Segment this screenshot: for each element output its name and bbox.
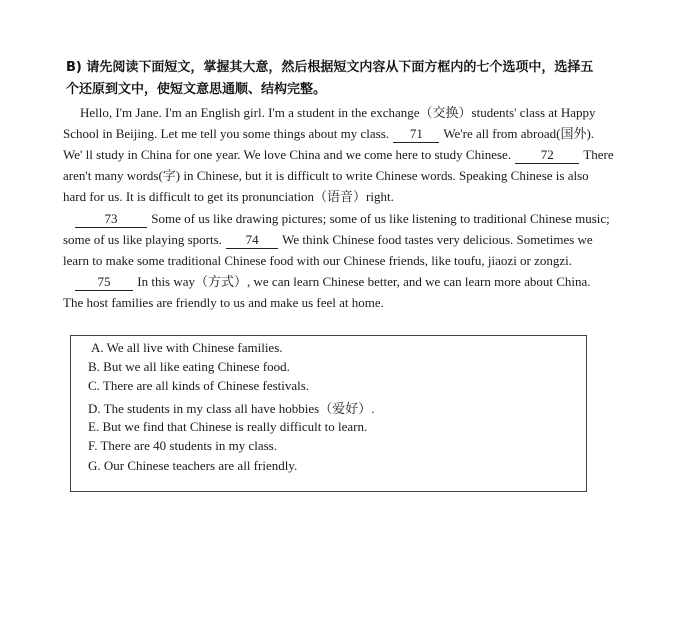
passage-text: School in Beijing. Let me tell you some things about my class. [63,126,390,141]
passage-line [63,229,633,250]
passage-line [63,123,633,144]
answer-blank-74[interactable]: 74 [226,232,278,249]
option-c[interactable]: C. There are all kinds of Chinese festivals. [88,378,310,393]
passage-text: In this way（方式）, we can learn Chinese better, and we can learn more about China. [137,274,591,289]
passage-paragraph-1 [80,102,650,123]
answer-blank-75[interactable]: 75 [75,274,133,291]
options-box [70,335,587,492]
passage-text: We' ll study in China for one year. We love China and we come here to study Chinese. [63,147,512,162]
passage-text: Some of us like drawing pictures; some of us like listening to traditional Chinese music; [151,211,610,226]
answer-blank-71[interactable]: 71 [393,126,439,143]
passage-line: hard for us. It is difficult to get its pronunciation（语音）right. [63,189,394,204]
passage-line [63,208,633,229]
passage-paragraph-1-cont [63,123,633,207]
passage-line: aren't many words(字) in Chinese, but it is difficult to write Chinese words. Speaking Chinese is also [63,168,589,183]
passage-text: There [583,147,614,162]
option-b[interactable]: B. But we all like eating Chinese food. [88,359,290,374]
passage-text: We're all from abroad(国外). [443,126,595,141]
option-a[interactable]: A. We all live with Chinese families. [91,340,283,355]
passage-paragraph-3 [63,271,633,313]
passage-line: The host families are friendly to us and make us feel at home. [63,295,384,310]
answer-blank-72[interactable]: 72 [515,147,579,164]
option-e[interactable]: E. But we find that Chinese is really difficult to learn. [88,419,368,434]
passage-text: some of us like playing sports. [63,232,222,247]
passage-line [63,144,633,165]
instruction-line-2: 个还原到文中，使短文意思通顺、结构完整。 [66,82,327,97]
passage-line [63,271,633,292]
option-g[interactable]: G. Our Chinese teachers are all friendly. [88,458,298,473]
passage-text: We think Chinese food tastes very delicious. Sometimes we [282,232,593,247]
answer-blank-73[interactable]: 73 [75,211,147,228]
passage-paragraph-2 [63,208,633,271]
passage-line: learn to make some traditional Chinese food with our Chinese friends, like toufu, jiaozi or zongzi. [63,253,573,268]
passage-line: Hello, I'm Jane. I'm an English girl. I'm a student in the exchange（交换）students' class at Happy [80,105,596,120]
instruction-line-1: B) 请先阅读下面短文，掌握其大意，然后根据短文内容从下面方框内的七个选项中，选择五 [66,60,594,75]
option-d[interactable]: D. The students in my class all have hobbies（爱好）. [88,401,375,416]
option-f[interactable]: F. There are 40 students in my class. [88,438,277,453]
